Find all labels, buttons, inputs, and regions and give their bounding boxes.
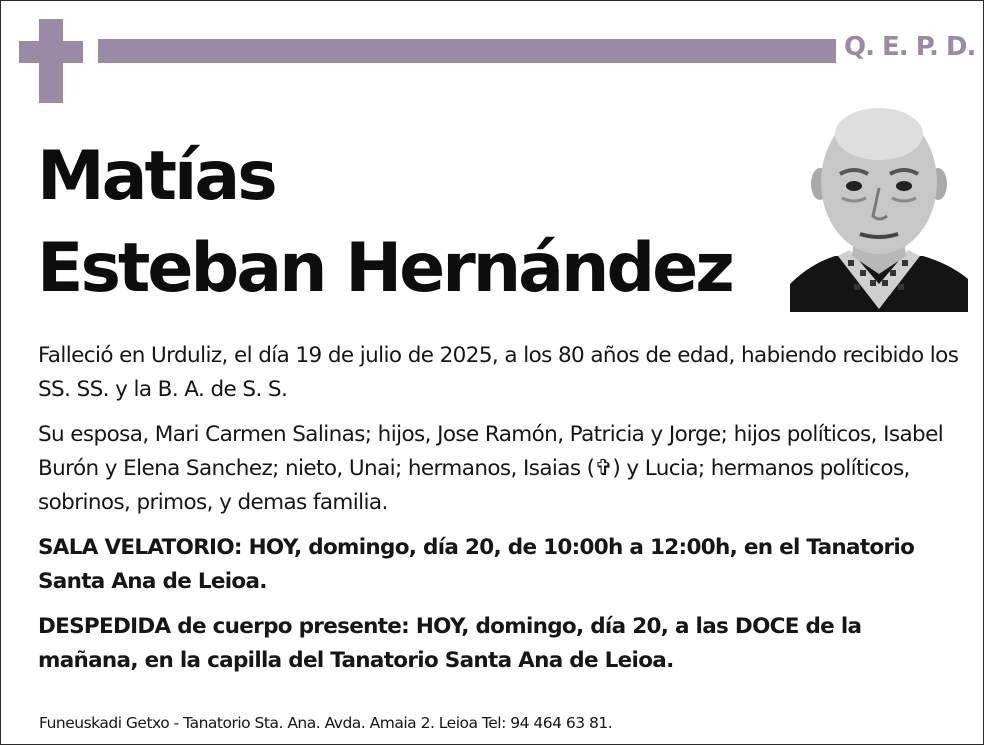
first-name: Matías (37, 137, 275, 216)
small-cross-icon: ✞ (594, 456, 613, 481)
family-text-end: ) y Lucia; hermanos políticos, sobrinos, primos, y demas familia. (38, 456, 910, 515)
wake-info: SALA VELATORIO: HOY, domingo, día 20, de 10:00h a 12:00h, en el Tanatorio Santa Ana de Leioa. (38, 535, 915, 594)
death-notice: Falleció en Urduliz, el día 19 de julio de 2025, a los 80 años de edad, habiendo recibido los SS. SS. y la B. A. de S. S. (38, 343, 959, 402)
farewell-info: DESPEDIDA de cuerpo presente: HOY, domingo, día 20, a las DOCE de la mañana, en la capilla del Tanatorio Santa Ana de Leioa. (38, 614, 862, 673)
family-text-start: Su esposa, Mari Carmen Salinas; hijos, Jose Ramón, Patricia y Jorge; hijos políticos, Isabel Burón y Elena Sanchez; nieto, Unai; hermanos, Isaias ( (38, 422, 944, 481)
surname: Esteban Hernández (37, 229, 732, 308)
portrait-photo (790, 104, 968, 312)
deceased-name (37, 131, 732, 315)
obituary-text (38, 339, 963, 689)
funeral-home-footer: Funeuskadi Getxo - Tanatorio Sta. Ana. Avda. Amaia 2. Leioa Tel: 94 464 63 81. (39, 714, 613, 732)
qepd-label: Q. E. P. D. (844, 32, 976, 62)
cross-icon-bar (19, 41, 83, 63)
header-rule (98, 39, 836, 63)
family-list (38, 418, 963, 520)
